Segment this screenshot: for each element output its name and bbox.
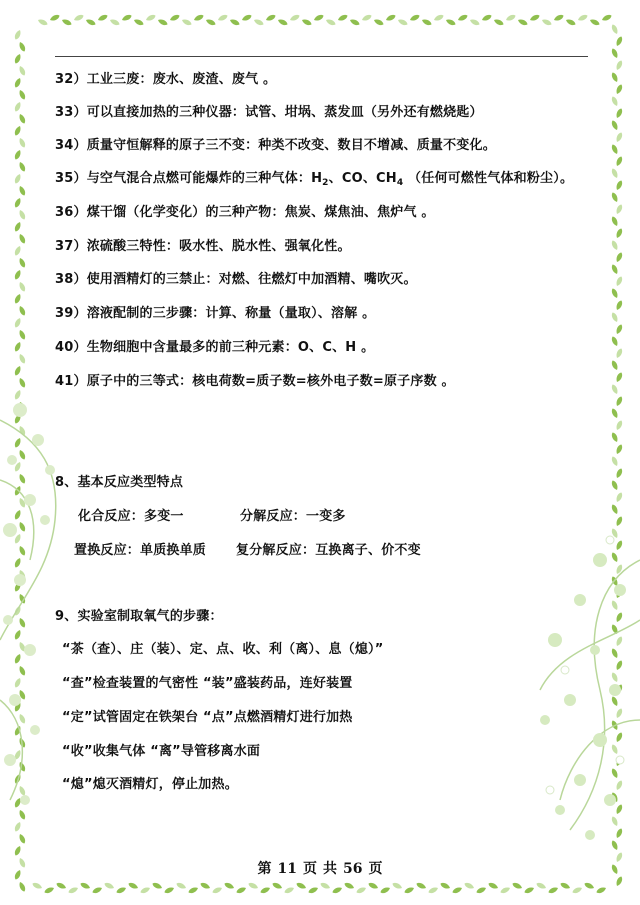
footer-ye-2: 页: [368, 861, 383, 877]
item-41: 41）原子中的三等式：核电荷数=质子数=核外电子数=原子序数 。: [55, 374, 455, 389]
item-38: 38）使用酒精灯的三禁止：对燃、往燃灯中加酒精、嘴吹灭。: [55, 272, 417, 287]
decomposition-reaction: 分解反应：一变多: [240, 509, 346, 524]
oxygen-step-line: “熄”熄灭酒精灯，停止加热。: [62, 777, 238, 792]
page-total: 56: [343, 861, 363, 877]
oxygen-step-line: “收”收集气体 “离”导管移离水面: [62, 744, 261, 759]
section-9-heading: 9、实验室制取氧气的步骤：: [55, 609, 223, 624]
item-39: 39）溶液配制的三步骤：计算、称量（量取）、溶解 。: [55, 306, 376, 321]
item-35-sub-1: 2: [322, 178, 329, 188]
header-rule: [55, 56, 588, 57]
footer-ye: 页: [303, 861, 317, 877]
footer-gong: 共: [323, 861, 337, 877]
item-35-prefix: 35）与空气混合点燃可能爆炸的三种气体：H: [55, 171, 323, 186]
item-37: 37）浓硫酸三特性：吸水性、脱水性、强氧化性。: [55, 239, 351, 254]
item-32: 32）工业三废：废水、废渣、废气 。: [55, 72, 277, 87]
item-33: 33）可以直接加热的三种仪器：试管、坩埚、蒸发皿（另外还有燃烧匙）: [55, 105, 483, 120]
item-34: 34）质量守恒解释的原子三不变：种类不改变、数目不增减、质量不变化。: [55, 138, 496, 153]
page-number: 11: [277, 861, 297, 877]
item-40: 40）生物细胞中含量最多的前三种元素：O、C、H 。: [55, 340, 375, 355]
item-35-suffix: （任何可燃性气体和粉尘）。: [403, 171, 574, 186]
item-35-sub-2: 4: [396, 178, 404, 188]
page-footer: [0, 858, 640, 878]
oxygen-step-line: “查”检查装置的气密性 “装”盛装药品，连好装置: [62, 676, 353, 691]
item-35-mid: 、CO、CH: [328, 171, 397, 186]
oxygen-step-line: “定”试管固定在铁架台 “点”点燃酒精灯进行加热: [62, 710, 353, 725]
item-36: 36）煤干馏（化学变化）的三种产物：焦炭、煤焦油、焦炉气 。: [55, 205, 435, 220]
oxygen-step-line: “茶（查）、庄（装）、定、点、收、利（离）、息（熄）”: [62, 642, 384, 657]
combination-reaction: 化合反应：多变一: [78, 509, 184, 524]
footer-di: 第: [257, 861, 272, 877]
double-decomposition-reaction: 复分解反应：互换离子、价不变: [236, 543, 421, 558]
section-8-heading: 8、基本反应类型特点: [55, 475, 184, 490]
displacement-reaction: 置换反应：单质换单质: [74, 543, 207, 558]
item-35: [55, 167, 573, 188]
